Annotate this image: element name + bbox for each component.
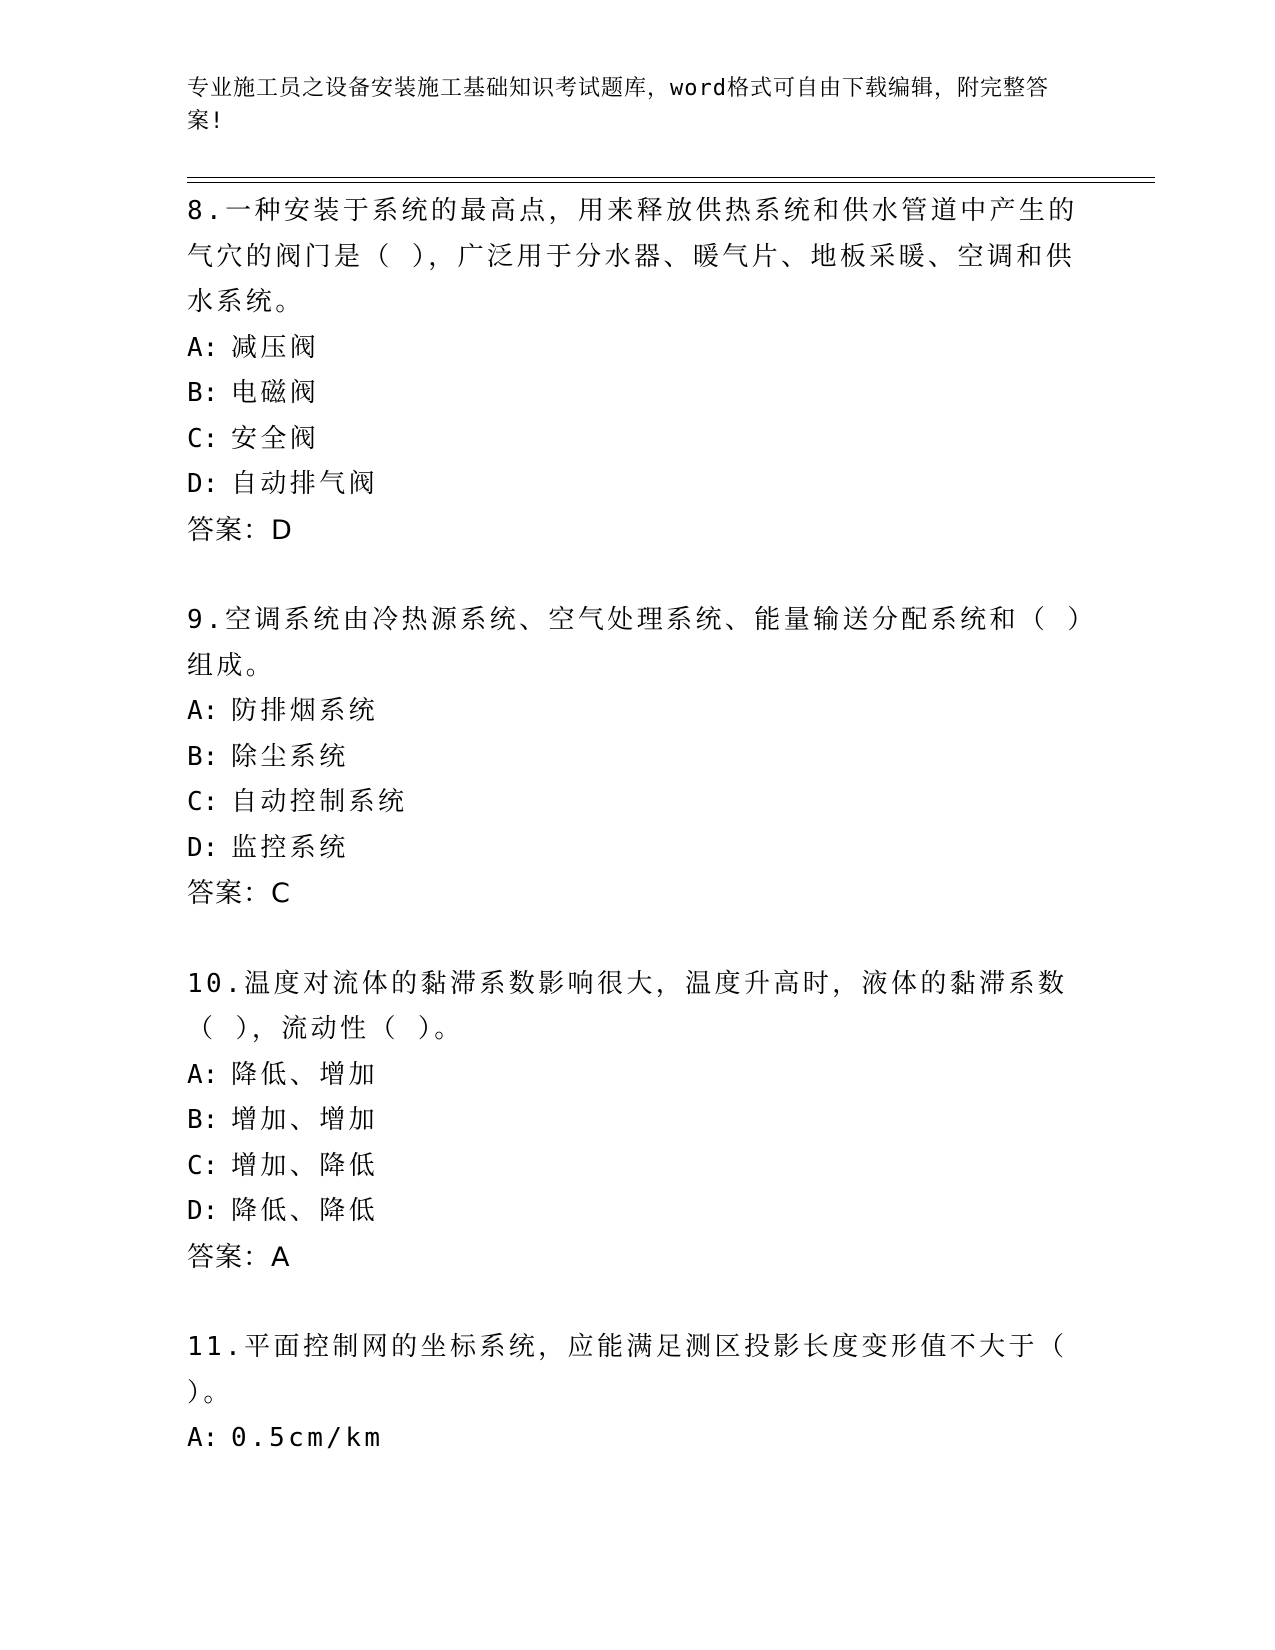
option-text: 降低、降低 bbox=[231, 1196, 379, 1226]
question-9 bbox=[187, 598, 1087, 917]
option-text: 自动排气阀 bbox=[231, 469, 379, 499]
document-description: 专业施工员之设备安装施工基础知识考试题库，word格式可自由下载编辑，附完整答案! bbox=[187, 76, 1049, 134]
header-divider-bottom bbox=[187, 182, 1155, 183]
option-a bbox=[187, 326, 1087, 372]
question-list bbox=[187, 189, 1087, 1507]
option-b bbox=[187, 735, 1087, 781]
option-a bbox=[187, 689, 1087, 735]
option-c bbox=[187, 780, 1087, 826]
option-text: 增加、降低 bbox=[231, 1150, 379, 1181]
option-key: C: bbox=[187, 787, 219, 817]
option-b bbox=[187, 1098, 1087, 1144]
question-10 bbox=[187, 962, 1087, 1281]
option-key: B: bbox=[187, 378, 219, 408]
option-a bbox=[187, 1053, 1087, 1099]
option-key: D: bbox=[187, 832, 219, 863]
option-key: A: bbox=[187, 1423, 219, 1453]
option-text: 安全阀 bbox=[231, 423, 320, 454]
option-key: B: bbox=[187, 741, 219, 772]
option-d bbox=[187, 462, 1087, 508]
option-d bbox=[187, 1189, 1087, 1235]
question-11 bbox=[187, 1325, 1087, 1462]
option-text: 增加、增加 bbox=[231, 1105, 379, 1135]
answer-line: 答案：D bbox=[187, 514, 293, 546]
option-key: D: bbox=[187, 1196, 219, 1226]
question-stem: 11.平面控制网的坐标系统，应能满足测区投影长度变形值不大于（ ）。 bbox=[187, 1332, 1068, 1408]
option-key: C: bbox=[187, 1150, 219, 1181]
option-text: 电磁阀 bbox=[231, 378, 320, 408]
header-divider-top bbox=[187, 177, 1155, 178]
option-key: A: bbox=[187, 1059, 219, 1090]
option-key: A: bbox=[187, 332, 219, 363]
option-text: 自动控制系统 bbox=[231, 787, 408, 817]
option-d bbox=[187, 826, 1087, 872]
option-text: 减压阀 bbox=[231, 332, 320, 363]
answer-line: 答案：C bbox=[187, 878, 291, 909]
question-stem: 9.空调系统由冷热源系统、空气处理系统、能量输送分配系统和（ ）组成。 bbox=[187, 605, 1084, 681]
question-8 bbox=[187, 189, 1087, 553]
option-a bbox=[187, 1416, 1087, 1462]
option-text: 监控系统 bbox=[231, 832, 349, 863]
option-key: B: bbox=[187, 1105, 219, 1135]
option-text: 除尘系统 bbox=[231, 741, 349, 772]
question-stem: 8.一种安装于系统的最高点，用来释放供热系统和供水管道中产生的气穴的阀门是（ ），广泛用于分水器、暖气片、地板采暖、空调和供水系统。 bbox=[187, 196, 1078, 317]
option-key: A: bbox=[187, 696, 219, 726]
option-c bbox=[187, 417, 1087, 463]
question-stem: 10.温度对流体的黏滞系数影响很大，温度升高时，液体的黏滞系数（ ），流动性（ ）。 bbox=[187, 968, 1068, 1044]
option-text: 降低、增加 bbox=[231, 1059, 379, 1090]
option-b bbox=[187, 371, 1087, 417]
option-key: C: bbox=[187, 423, 219, 454]
option-c bbox=[187, 1144, 1087, 1190]
option-text: 0.5cm/km bbox=[231, 1423, 384, 1453]
option-text: 防排烟系统 bbox=[231, 696, 379, 726]
answer-line: 答案：A bbox=[187, 1241, 291, 1273]
option-key: D: bbox=[187, 469, 219, 499]
